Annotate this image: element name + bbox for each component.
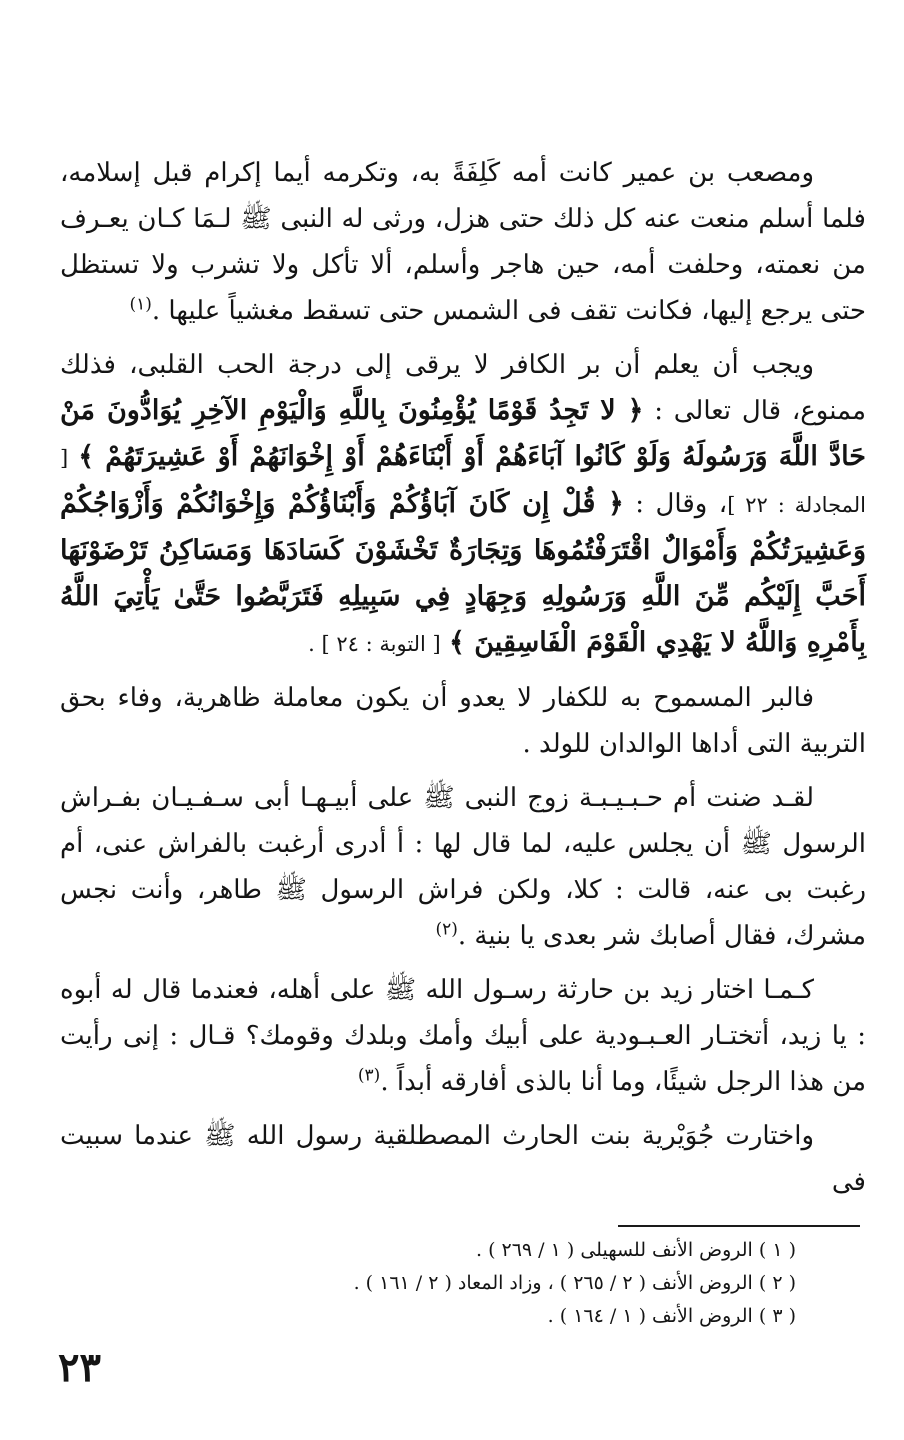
verse-reference-tawba: [ التوبة : ٢٤ ] .: [308, 632, 441, 656]
footnote-marker-1: (١): [129, 294, 152, 315]
paragraph-6-text: واختارت جُوَيْرية بنت الحارث المصطلقية رسول الله ﷺ عندما سبيت فى: [60, 1121, 866, 1197]
paragraph-3-text: فالبر المسموح به للكفار لا يعدو أن يكون معاملة ظاهرية، وفاء بحق التربية التى أداها الوالدان للولد .: [60, 683, 866, 759]
page-number: ٢٣: [58, 1344, 101, 1391]
footnote-marker-3: (٣): [357, 1065, 381, 1086]
paragraph-6: [60, 1113, 866, 1205]
footnote-divider: [618, 1225, 860, 1227]
paragraph-1: [60, 150, 866, 334]
verse-reference-mujadila: [ المجادلة : ٢٢ ]: [60, 446, 867, 517]
quran-verse-mujadila: ﴿ لا تَجِدُ قَوْمًا يُؤْمِنُونَ بِاللَّهِ وَالْيَوْمِ الآخِرِ يُوَادُّونَ مَنْ حَادَّ اللَّهَ وَرَسُولَهُ وَلَوْ كَانُوا آبَاءَهُمْ أَوْ أَبْنَاءَهُمْ أَوْ إِخْوَانَهُمْ أَوْ عَشِيرَتَهُمْ ﴾: [60, 395, 866, 472]
footnote-3: ( ٣ ) الروض الأنف ( ١ / ١٦٤ ) .: [547, 1305, 796, 1327]
paragraph-3: [60, 675, 866, 767]
paragraph-2: [60, 342, 866, 667]
paragraph-2-intro: ويجب أن يعلم أن بر الكافر لا يرقى إلى درجة الحب القلبى، فذلك ممنوع، قال تعالى :: [60, 350, 866, 426]
footnote-marker-2: (٢): [435, 919, 458, 940]
paragraph-5: [60, 967, 866, 1105]
page-body: [60, 150, 866, 1213]
paragraph-4: [60, 775, 866, 959]
paragraph-5-text: كـمـا اختار زيد بن حارثة رسـول الله ﷺ على أهله، فعندما قال له أبوه : يا زيد، أتختـار العـبـودية على أبيك وأمك وبلدك وقومك؟ قـال : إنى رأيت من هذا الرجل شيئًا، وما أنا بالذى أفارقه أبداً .: [60, 975, 866, 1097]
paragraph-4-text: لقـد ضنت أم حـبـيـبـة زوج النبى ﷺ على أبيـهـا أبى سـفـيـان بفـراش الرسول ﷺ أن يجلس عليه، لما قال لها : أ أدرى أرغبت بالفراش عنى، أم رغبت بى عنه، قالت : كلا، ولكن فراش الرسول ﷺ طاهر، وأنت نجس مشرك، فقال أصابك شر بعدى يا بنية .: [60, 783, 866, 951]
paragraph-2-connector: ، وقال :: [635, 489, 728, 519]
quran-verse-tawba: ﴿ قُلْ إِن كَانَ آبَاؤُكُمْ وَأَبْنَاؤُكُمْ وَإِخْوَانُكُمْ وَأَزْوَاجُكُمْ وَعَشِيرَتُكُمْ وَأَمْوَالٌ اقْتَرَفْتُمُوهَا وَتِجَارَةٌ تَخْشَوْنَ كَسَادَهَا وَمَسَاكِنُ تَرْضَوْنَهَا أَحَبَّ إِلَيْكُم مِّنَ اللَّهِ وَرَسُولِهِ وَجِهَادٍ فِي سَبِيلِهِ فَتَرَبَّصُوا حَتَّىٰ يَأْتِيَ اللَّهُ بِأَمْرِهِ وَاللَّهُ لا يَهْدِي الْقَوْمَ الْفَاسِقِينَ ﴾: [60, 488, 866, 658]
footnote-2: ( ٢ ) الروض الأنف ( ٢ / ٢٦٥ ) ، وزاد المعاد ( ٢ / ١٦١ ) .: [353, 1272, 796, 1294]
footnote-1: ( ١ ) الروض الأنف للسهيلى ( ١ / ٢٦٩ ) .: [475, 1239, 796, 1261]
paragraph-1-text: ومصعب بن عمير كانت أمه كَلِفَةً به، وتكرمه أيما إكرام قبل إسلامه، فلما أسلم منعت عنه كل ذلك حتى هزل، ورثى له النبى ﷺ لـمَا كـان يعـرف من نعمته، وحلفت أمه، حين هاجر وأسلم، ألا تأكل ولا تشرب ولا تستظل حتى يرجع إليها، فكانت تقف فى الشمس حتى تسقط مغشياً عليها .: [60, 158, 866, 326]
footnotes: [60, 1234, 796, 1333]
